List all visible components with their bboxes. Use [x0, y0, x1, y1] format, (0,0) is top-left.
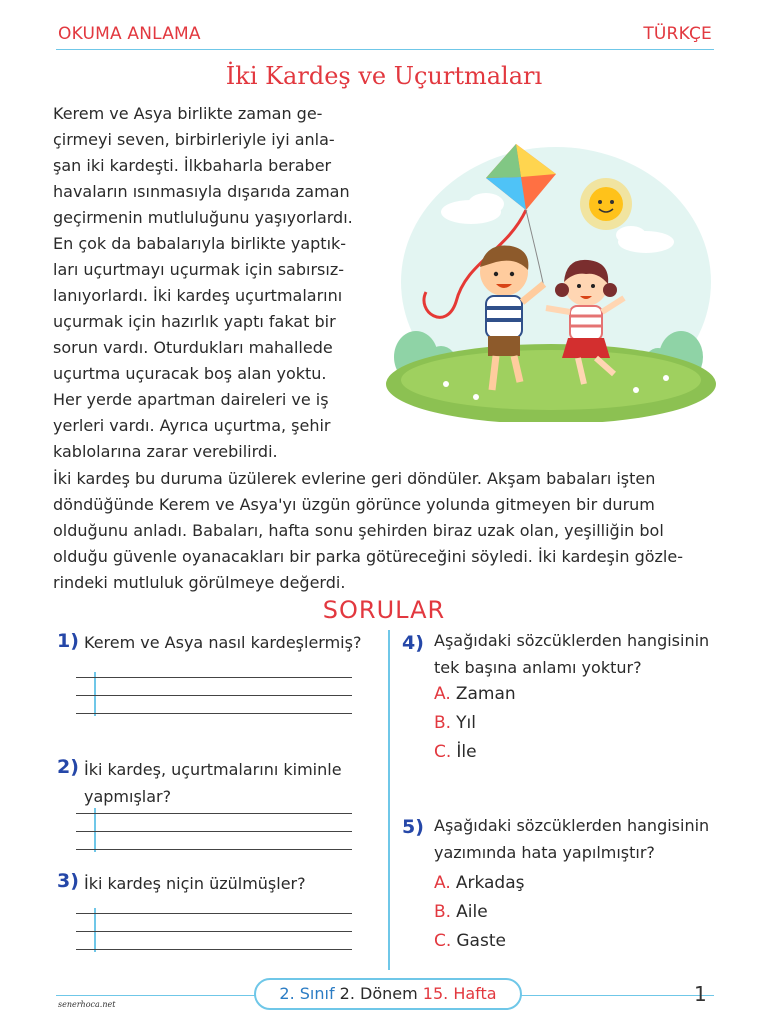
story-line: geçirmenin mutluluğunu yaşıyorlardı.: [53, 208, 353, 227]
option-c[interactable]: C. İle: [434, 742, 477, 762]
story-line: Kerem ve Asya birlikte zaman ge-: [53, 104, 323, 123]
story-line: ları uçurtmayı uçurmak için sabırsız-: [53, 260, 344, 279]
story-line: döndüğünde Kerem ve Asya'yı üzgün görünce yolunda gitmeyen bir durum: [53, 495, 655, 514]
story-line: Her yerde apartman daireleri ve iş: [53, 390, 329, 409]
column-divider: [388, 630, 390, 970]
questions-heading: SORULAR: [322, 596, 446, 624]
story-line: havaların ısınmasıyla dışarıda zaman: [53, 182, 350, 201]
margin-mark: [94, 672, 96, 716]
header-subject-left: OKUMA ANLAMA: [58, 24, 201, 44]
page-number: 1: [694, 982, 707, 1006]
question-number: 1): [57, 630, 79, 652]
answer-line[interactable]: [76, 813, 352, 814]
story-line: şan iki kardeşti. İlkbaharla beraber: [53, 156, 332, 175]
story-line: olduğunu anladı. Babaları, hafta sonu şehirden biraz uzak olan, yeşilliğin bol: [53, 521, 664, 540]
question-number: 5): [402, 816, 424, 838]
answer-line[interactable]: [76, 949, 352, 950]
story-line: rindeki mutluluk görülmeye değerdi.: [53, 573, 346, 592]
story-line: En çok da babalarıyla birlikte yaptık-: [53, 234, 347, 253]
story-bottom: [53, 466, 683, 596]
week-label: 15. Hafta: [422, 984, 497, 1003]
question-text: İki kardeş, uçurtmalarını kiminle yapmışlar?: [84, 760, 342, 806]
answer-line[interactable]: [76, 831, 352, 832]
story-line: İki kardeş bu duruma üzülerek evlerine geri döndüler. Akşam babaları işten: [53, 469, 656, 488]
sun-icon: [580, 178, 632, 230]
option-b[interactable]: B. Aile: [434, 902, 488, 922]
question-number: 4): [402, 632, 424, 654]
story-line: kablolarına zarar verebilirdi.: [53, 442, 278, 461]
answer-line[interactable]: [76, 849, 352, 850]
answer-line[interactable]: [76, 913, 352, 914]
answer-line[interactable]: [76, 713, 352, 714]
grade-week-badge: [254, 978, 522, 1010]
option-a[interactable]: A. Arkadaş: [434, 873, 525, 893]
option-a[interactable]: A. Zaman: [434, 684, 516, 704]
question-number: 2): [57, 756, 79, 778]
option-c[interactable]: C. Gaste: [434, 931, 506, 951]
story-top: [53, 101, 353, 465]
question-text: İki kardeş niçin üzülmüşler?: [84, 874, 306, 893]
grade-label: 2. Sınıf: [279, 984, 335, 1003]
answer-line[interactable]: [76, 931, 352, 932]
answer-line[interactable]: [76, 677, 352, 678]
question-text: Kerem ve Asya nasıl kardeşlermiş?: [84, 633, 362, 652]
question-text: Aşağıdaki sözcüklerden hangisinin tek başına anlamı yoktur?: [434, 631, 710, 677]
option-b[interactable]: B. Yıl: [434, 713, 477, 733]
story-line: sorun vardı. Oturdukları mahallede: [53, 338, 333, 357]
header-divider: [56, 49, 714, 50]
story-line: yerleri vardı. Ayrıca uçurtma, şehir: [53, 416, 331, 435]
story-line: uçurtma uçuracak boş alan yoktu.: [53, 364, 327, 383]
margin-mark: [94, 908, 96, 952]
page-title: İki Kardeş ve Uçurtmaları: [225, 62, 543, 90]
site-watermark: senerhoca.net: [58, 1000, 116, 1009]
answer-line[interactable]: [76, 695, 352, 696]
story-line: çirmeyi seven, birbirleriyle iyi anla-: [53, 130, 335, 149]
margin-mark: [94, 808, 96, 852]
story-line: olduğu güvenle oyanacakları bir parka götüreceğini söyledi. İki kardeşin gözle-: [53, 547, 683, 566]
kids-flying-kite-illustration: [386, 112, 716, 422]
story-line: uçurmak için hazırlık yaptı fakat bir: [53, 312, 336, 331]
header-subject-right: TÜRKÇE: [643, 24, 712, 44]
story-line: lanıyorlardı. İki kardeş uçurtmalarını: [53, 286, 343, 305]
question-text: Aşağıdaki sözcüklerden hangisinin yazımında hata yapılmıştır?: [434, 816, 710, 862]
term-label: 2. Dönem: [339, 984, 418, 1003]
question-number: 3): [57, 870, 79, 892]
